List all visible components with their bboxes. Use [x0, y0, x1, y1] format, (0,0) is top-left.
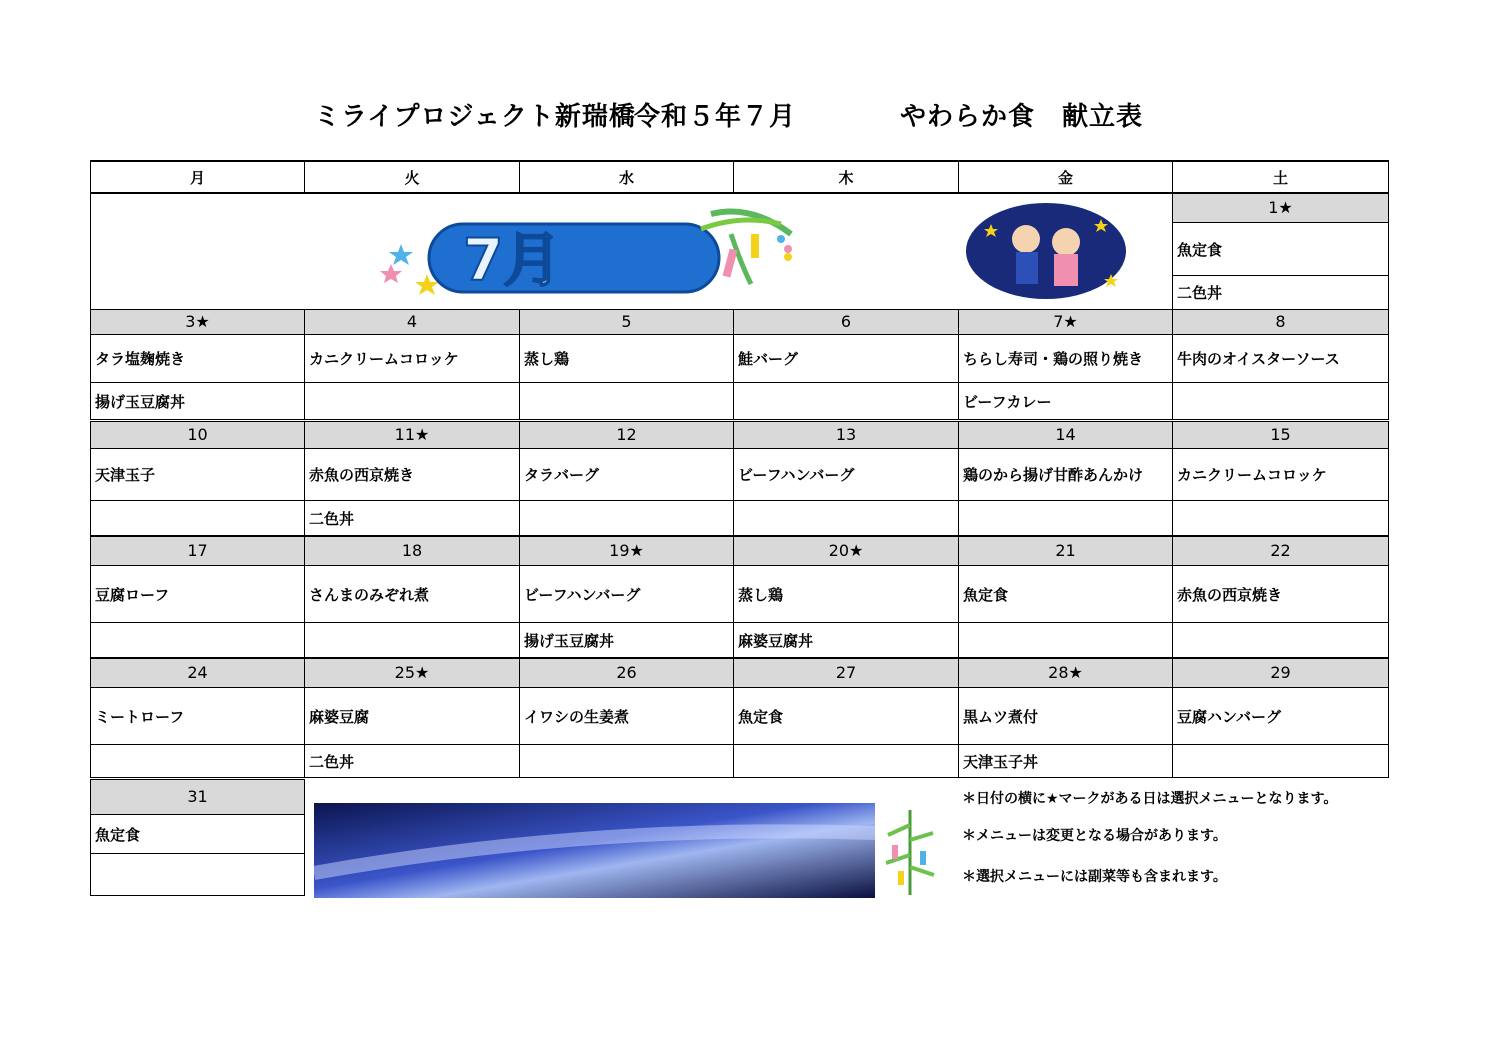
date-cell: 4 [304, 309, 520, 335]
milky-way-image [314, 803, 875, 898]
date-cell: 18 [304, 536, 520, 566]
facility-name: ミライプロジェクト新瑞橋 [314, 102, 636, 132]
weekday-thu: 木 [733, 160, 959, 194]
meal-main: 牛肉のオイスターソース [1172, 334, 1389, 383]
date-cell: 27 [733, 658, 959, 688]
weekday-mon: 月 [90, 160, 305, 194]
meal-alt [304, 382, 520, 420]
month-badge-text: 7月 [463, 226, 562, 294]
meal-main: 鶏のから揚げ甘酢あんかけ [958, 448, 1173, 501]
meal-main: 魚定食 [90, 814, 305, 854]
night-sky-blob [966, 203, 1126, 299]
date-cell: 22 [1172, 536, 1389, 566]
weekday-wed: 水 [519, 160, 734, 194]
date-cell: 13 [733, 421, 959, 449]
star-icon [380, 264, 402, 283]
meal-alt: 二色丼 [1172, 275, 1389, 310]
meal-alt [519, 500, 734, 536]
date-cell: 5 [519, 309, 734, 335]
date-cell: 12 [519, 421, 734, 449]
meal-alt: 揚げ玉豆腐丼 [90, 382, 305, 420]
date-cell: 20★ [733, 536, 959, 566]
meal-alt [304, 622, 520, 658]
meal-alt: 天津玉子丼 [958, 744, 1173, 778]
note-menu-change: ＊メニューは変更となる場合があります。 [962, 828, 1227, 844]
meal-main: カニクリームコロッケ [1172, 448, 1389, 501]
weekday-fri: 金 [958, 160, 1173, 194]
meal-main: 魚定食 [733, 687, 959, 745]
meal-main: 魚定食 [1172, 222, 1389, 276]
meal-main: 赤魚の西京焼き [1172, 565, 1389, 623]
date-cell: 19★ [519, 536, 734, 566]
date-cell: 3★ [90, 309, 305, 335]
meal-main: ビーフハンバーグ [733, 448, 959, 501]
meal-alt [90, 622, 305, 658]
meal-main: 鮭バーグ [733, 334, 959, 383]
month-label: 令和５年７月 [634, 102, 797, 132]
date-cell: 25★ [304, 658, 520, 688]
weekday-tue: 火 [304, 160, 520, 194]
meal-alt: 揚げ玉豆腐丼 [519, 622, 734, 658]
meal-main: 天津玉子 [90, 448, 305, 501]
meal-main: 豆腐ローフ [90, 565, 305, 623]
meal-alt [733, 382, 959, 420]
meal-alt [90, 853, 305, 896]
menu-title: やわらか食 献立表 [900, 102, 1144, 132]
meal-main: タラ塩麹焼き [90, 334, 305, 383]
date-cell: 24 [90, 658, 305, 688]
meal-alt [1172, 622, 1389, 658]
date-cell: 7★ [958, 309, 1173, 335]
bamboo-decoration-icon [878, 805, 940, 897]
meal-main: カニクリームコロッケ [304, 334, 520, 383]
date-cell: 15 [1172, 421, 1389, 449]
date-cell: 1★ [1172, 193, 1389, 223]
date-cell: 28★ [958, 658, 1173, 688]
meal-alt [90, 744, 305, 778]
meal-main: さんまのみぞれ煮 [304, 565, 520, 623]
meal-main: 豆腐ハンバーグ [1172, 687, 1389, 745]
meal-main: ビーフハンバーグ [519, 565, 734, 623]
meal-main: タラバーグ [519, 448, 734, 501]
meal-alt [519, 744, 734, 778]
meal-alt: 二色丼 [304, 500, 520, 536]
tanabata-banner-art [91, 194, 1173, 310]
month-banner [90, 193, 1173, 310]
meal-alt [1172, 744, 1389, 778]
date-cell: 10 [90, 421, 305, 449]
weekday-sat: 土 [1172, 160, 1389, 194]
date-cell: 14 [958, 421, 1173, 449]
meal-main: 蒸し鶏 [733, 565, 959, 623]
date-cell: 29 [1172, 658, 1389, 688]
date-cell: 8 [1172, 309, 1389, 335]
date-cell: 31 [90, 779, 305, 815]
date-cell: 17 [90, 536, 305, 566]
meal-main: 麻婆豆腐 [304, 687, 520, 745]
meal-alt [90, 500, 305, 536]
star-icon [389, 244, 413, 265]
meal-alt [733, 744, 959, 778]
meal-alt [1172, 382, 1389, 420]
meal-alt [519, 382, 734, 420]
note-side-dish: ＊選択メニューには副菜等も含まれます。 [962, 869, 1227, 885]
meal-main: ミートローフ [90, 687, 305, 745]
meal-alt [958, 500, 1173, 536]
meal-main: 魚定食 [958, 565, 1173, 623]
page-title [0, 96, 1497, 136]
meal-main: ちらし寿司・鶏の照り焼き [958, 334, 1173, 383]
date-cell: 21 [958, 536, 1173, 566]
meal-alt [1172, 500, 1389, 536]
meal-alt: 麻婆豆腐丼 [733, 622, 959, 658]
meal-main: 赤魚の西京焼き [304, 448, 520, 501]
meal-main: イワシの生姜煮 [519, 687, 734, 745]
date-cell: 6 [733, 309, 959, 335]
meal-alt [958, 622, 1173, 658]
meal-main: 蒸し鶏 [519, 334, 734, 383]
date-cell: 26 [519, 658, 734, 688]
meal-alt: ビーフカレー [958, 382, 1173, 420]
meal-alt [733, 500, 959, 536]
meal-alt: 二色丼 [304, 744, 520, 778]
date-cell: 11★ [304, 421, 520, 449]
meal-main: 黒ムツ煮付 [958, 687, 1173, 745]
note-star-select: ＊日付の横に★マークがある日は選択メニューとなります。 [962, 791, 1338, 807]
